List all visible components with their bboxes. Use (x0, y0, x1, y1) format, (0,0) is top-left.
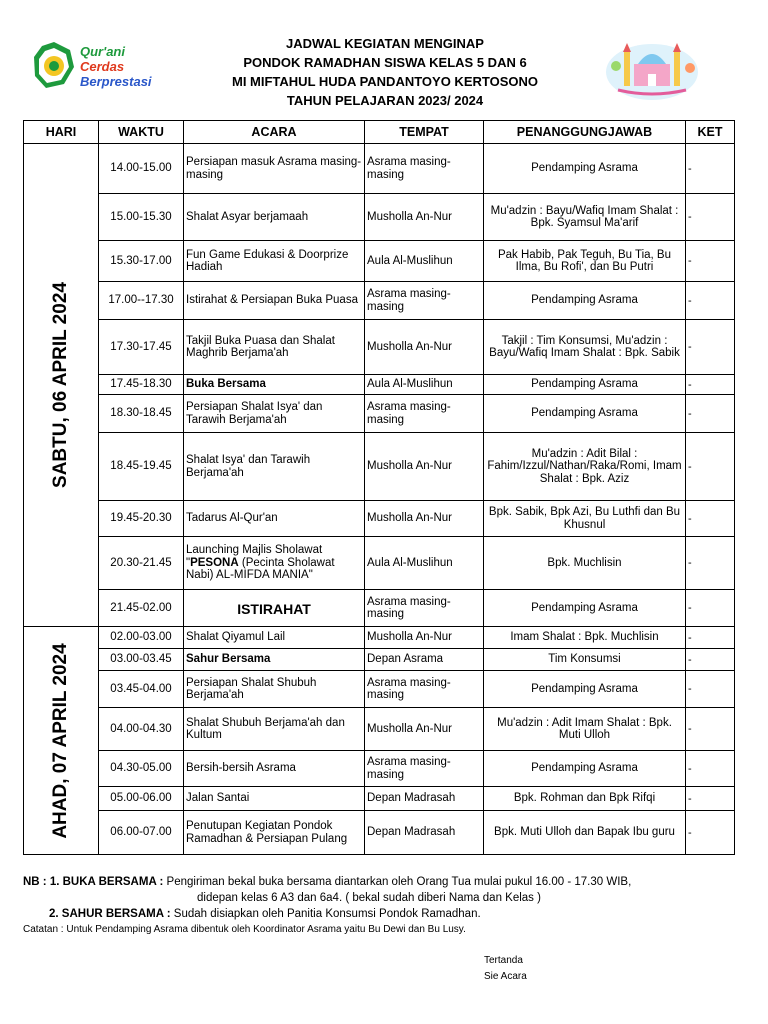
waktu-cell: 14.00-15.00 (99, 144, 184, 194)
waktu-cell: 17.30-17.45 (99, 320, 184, 375)
table-row (24, 708, 735, 751)
day-label: SABTU, 06 APRIL 2024 (49, 282, 71, 488)
ket-cell: - (686, 144, 735, 194)
acara-cell (184, 320, 365, 375)
penanggungjawab-cell: Imam Shalat : Bpk. Muchlisin (484, 627, 686, 649)
waktu-cell: 17.00--17.30 (99, 282, 184, 320)
schedule-table (23, 120, 735, 855)
waktu-cell: 03.00-03.45 (99, 649, 184, 671)
tempat-cell: Musholla An-Nur (365, 194, 484, 241)
penanggungjawab-cell: Tim Konsumsi (484, 649, 686, 671)
penanggungjawab-cell: Pendamping Asrama (484, 395, 686, 433)
tempat-cell: Asrama masing-masing (365, 395, 484, 433)
table-row (24, 751, 735, 787)
acara-text: Persiapan masuk Asrama masing-masing (186, 156, 362, 181)
waktu-cell: 15.00-15.30 (99, 194, 184, 241)
waktu-cell: 18.30-18.45 (99, 395, 184, 433)
penanggungjawab-cell: Mu'adzin : Adit Imam Shalat : Bpk. Muti Ulloh (484, 708, 686, 751)
acara-cell (184, 811, 365, 855)
note-1-text: Pengiriman bekal buka bersama diantarkan oleh Orang Tua mulai pukul 16.00 - 17.30 WIB, (163, 876, 632, 888)
waktu-cell: 18.45-19.45 (99, 433, 184, 501)
note-1 (23, 874, 743, 890)
acara-text: Takjil Buka Puasa dan Shalat Maghrib Berjama'ah (186, 334, 335, 359)
acara-text-bold: Buka Bersama (186, 378, 266, 391)
day-cell (24, 144, 99, 627)
catatan-note: Catatan : Untuk Pendamping Asrama dibentuk oleh Koordinator Asrama yaitu Bu Dewi dan Bu Lusy. (23, 924, 466, 935)
table-row (24, 395, 735, 433)
ket-cell: - (686, 649, 735, 671)
penanggungjawab-cell: Pendamping Asrama (484, 282, 686, 320)
waktu-cell: 04.30-05.00 (99, 751, 184, 787)
table-row (24, 194, 735, 241)
ket-cell: - (686, 395, 735, 433)
ket-cell: - (686, 194, 735, 241)
penanggungjawab-cell: Bpk. Rohman dan Bpk Rifqi (484, 787, 686, 811)
acara-text: Istirahat & Persiapan Buka Puasa (186, 294, 358, 307)
waktu-cell: 05.00-06.00 (99, 787, 184, 811)
tempat-cell: Depan Asrama (365, 649, 484, 671)
waktu-cell: 20.30-21.45 (99, 537, 184, 590)
waktu-cell: 21.45-02.00 (99, 590, 184, 627)
school-logo (32, 40, 182, 94)
acara-text-bold: PESONA (190, 556, 239, 569)
penanggungjawab-cell: Mu'adzin : Adit Bilal : Fahim/Izzul/Nathan/Raka/Romi, Imam Shalat : Bpk. Aziz (484, 433, 686, 501)
document-title (180, 34, 590, 110)
table-row (24, 433, 735, 501)
penanggungjawab-cell: Pendamping Asrama (484, 671, 686, 708)
ket-cell: - (686, 671, 735, 708)
ket-cell: - (686, 787, 735, 811)
penanggungjawab-cell: Bpk. Muti Ulloh dan Bapak Ibu guru (484, 811, 686, 855)
acara-cell (184, 708, 365, 751)
tempat-cell: Asrama masing-masing (365, 751, 484, 787)
ket-cell: - (686, 537, 735, 590)
acara-text: Bersih-bersih Asrama (186, 762, 296, 775)
tempat-cell: Asrama masing-masing (365, 282, 484, 320)
acara-text-post: (Pecinta Sholawat Nabi) AL-MIFDA MANIA" (186, 556, 335, 582)
acara-cell (184, 194, 365, 241)
acara-cell (184, 671, 365, 708)
day-label: AHAD, 07 APRIL 2024 (49, 642, 71, 839)
ket-cell: - (686, 708, 735, 751)
ket-cell: - (686, 320, 735, 375)
logo-text-line2: Cerdas (80, 59, 125, 74)
tempat-cell: Aula Al-Muslihun (365, 241, 484, 282)
acara-cell (184, 501, 365, 537)
waktu-cell: 06.00-07.00 (99, 811, 184, 855)
acara-cell (184, 649, 365, 671)
penanggungjawab-cell: Takjil : Tim Konsumsi, Mu'adzin : Bayu/Wafiq Imam Shalat : Bpk. Sabik (484, 320, 686, 375)
acara-text: Fun Game Edukasi & Doorprize Hadiah (186, 248, 349, 273)
note-1-label: NB : 1. BUKA BERSAMA : (23, 876, 164, 888)
tempat-cell: Aula Al-Muslihun (365, 375, 484, 395)
title-line-2: PONDOK RAMADHAN SISWA KELAS 5 DAN 6 (243, 55, 527, 70)
note-1-continued: didepan kelas 6 A3 dan 6a4. ( bekal sudah diberi Nama dan Kelas ) (197, 892, 541, 904)
penanggungjawab-cell: Pak Habib, Pak Teguh, Bu Tia, Bu Ilma, Bu Rofi', dan Bu Putri (484, 241, 686, 282)
acara-text: Launching Majlis Sholawat " (186, 544, 323, 569)
acara-cell (184, 375, 365, 395)
title-line-4: TAHUN PELAJARAN 2023/ 2024 (286, 93, 484, 108)
table-row (24, 649, 735, 671)
table-row (24, 590, 735, 627)
tempat-cell: Musholla An-Nur (365, 501, 484, 537)
column-header-ket: KET (686, 121, 735, 144)
tempat-cell: Musholla An-Nur (365, 320, 484, 375)
table-row (24, 320, 735, 375)
tempat-cell: Depan Madrasah (365, 811, 484, 855)
note-2-text: Sudah disiapkan oleh Panitia Konsumsi Pondok Ramadhan. (170, 908, 481, 920)
ket-cell: - (686, 433, 735, 501)
acara-text: Shalat Isya' dan Tarawih Berjama'ah (186, 454, 311, 479)
schedule-body (24, 144, 735, 855)
ket-cell: - (686, 811, 735, 855)
penanggungjawab-cell: Mu'adzin : Bayu/Wafiq Imam Shalat : Bpk. Syamsul Ma'arif (484, 194, 686, 241)
notes-section (23, 874, 743, 937)
acara-cell (184, 590, 365, 627)
acara-text: Penutupan Kegiatan Pondok Ramadhan & Persiapan Pulang (186, 820, 348, 845)
table-row (24, 375, 735, 395)
tempat-cell: Asrama masing-masing (365, 590, 484, 627)
column-header-tempat: TEMPAT (365, 121, 484, 144)
tempat-cell: Musholla An-Nur (365, 627, 484, 649)
waktu-cell: 17.45-18.30 (99, 375, 184, 395)
tempat-cell: Asrama masing-masing (365, 671, 484, 708)
acara-text: Persiapan Shalat Isya' dan Tarawih Berjama'ah (186, 401, 323, 426)
acara-text: Shalat Qiyamul Lail (186, 631, 286, 644)
penanggungjawab-cell: Pendamping Asrama (484, 590, 686, 627)
ket-cell: - (686, 375, 735, 395)
acara-cell (184, 627, 365, 649)
acara-cell (184, 395, 365, 433)
ket-cell: - (686, 501, 735, 537)
penanggungjawab-cell: Bpk. Muchlisin (484, 537, 686, 590)
title-line-1: JADWAL KEGIATAN MENGINAP (286, 36, 484, 51)
pondok-ramadhan-logo (604, 38, 700, 102)
acara-cell (184, 144, 365, 194)
column-header-hari: HARI (24, 121, 99, 144)
ket-cell: - (686, 590, 735, 627)
column-header-waktu: WAKTU (99, 121, 184, 144)
day-cell (24, 627, 99, 855)
tempat-cell: Depan Madrasah (365, 787, 484, 811)
waktu-cell: 04.00-04.30 (99, 708, 184, 751)
ket-cell: - (686, 751, 735, 787)
waktu-cell: 03.45-04.00 (99, 671, 184, 708)
signature-line-1: Tertanda (484, 955, 523, 966)
penanggungjawab-cell: Bpk. Sabik, Bpk Azi, Bu Luthfi dan Bu Khusnul (484, 501, 686, 537)
table-row (24, 501, 735, 537)
tempat-cell: Musholla An-Nur (365, 433, 484, 501)
ket-cell: - (686, 627, 735, 649)
table-header-row (24, 121, 735, 144)
table-row (24, 537, 735, 590)
penanggungjawab-cell: Pendamping Asrama (484, 144, 686, 194)
logo-text-line3: Berprestasi (80, 74, 152, 89)
acara-cell (184, 787, 365, 811)
acara-cell (184, 433, 365, 501)
acara-cell (184, 282, 365, 320)
signature-line-2: Sie Acara (484, 971, 527, 982)
ket-cell: - (686, 282, 735, 320)
note-2 (23, 906, 743, 922)
acara-cell (184, 241, 365, 282)
tempat-cell: Asrama masing-masing (365, 144, 484, 194)
waktu-cell: 15.30-17.00 (99, 241, 184, 282)
table-row (24, 787, 735, 811)
ket-cell: - (686, 241, 735, 282)
column-header-acara: ACARA (184, 121, 365, 144)
acara-text-bold: Sahur Bersama (186, 653, 271, 666)
waktu-cell: 02.00-03.00 (99, 627, 184, 649)
signature-block (484, 953, 527, 985)
acara-cell (184, 751, 365, 787)
table-row (24, 627, 735, 649)
acara-cell (184, 537, 365, 590)
table-row (24, 241, 735, 282)
column-header-penanggungjawab: PENANGGUNGJAWAB (484, 121, 686, 144)
waktu-cell: 19.45-20.30 (99, 501, 184, 537)
title-line-3: MI MIFTAHUL HUDA PANDANTOYO KERTOSONO (232, 74, 538, 89)
acara-text: Shalat Shubuh Berjama'ah dan Kultum (186, 716, 345, 741)
table-row (24, 671, 735, 708)
acara-text: Tadarus Al-Qur'an (186, 512, 278, 525)
logo-text-line1: Qur'ani (80, 44, 125, 59)
tempat-cell: Musholla An-Nur (365, 708, 484, 751)
acara-text: Jalan Santai (186, 792, 250, 805)
acara-text-big: ISTIRAHAT (237, 600, 311, 617)
acara-text: Persiapan Shalat Shubuh Berjama'ah (186, 676, 317, 701)
penanggungjawab-cell: Pendamping Asrama (484, 375, 686, 395)
acara-text: Shalat Asyar berjamaah (186, 210, 309, 223)
table-row (24, 811, 735, 855)
tempat-cell: Aula Al-Muslihun (365, 537, 484, 590)
table-row (24, 282, 735, 320)
table-row (24, 144, 735, 194)
note-2-label: 2. SAHUR BERSAMA : (49, 908, 171, 920)
penanggungjawab-cell: Pendamping Asrama (484, 751, 686, 787)
